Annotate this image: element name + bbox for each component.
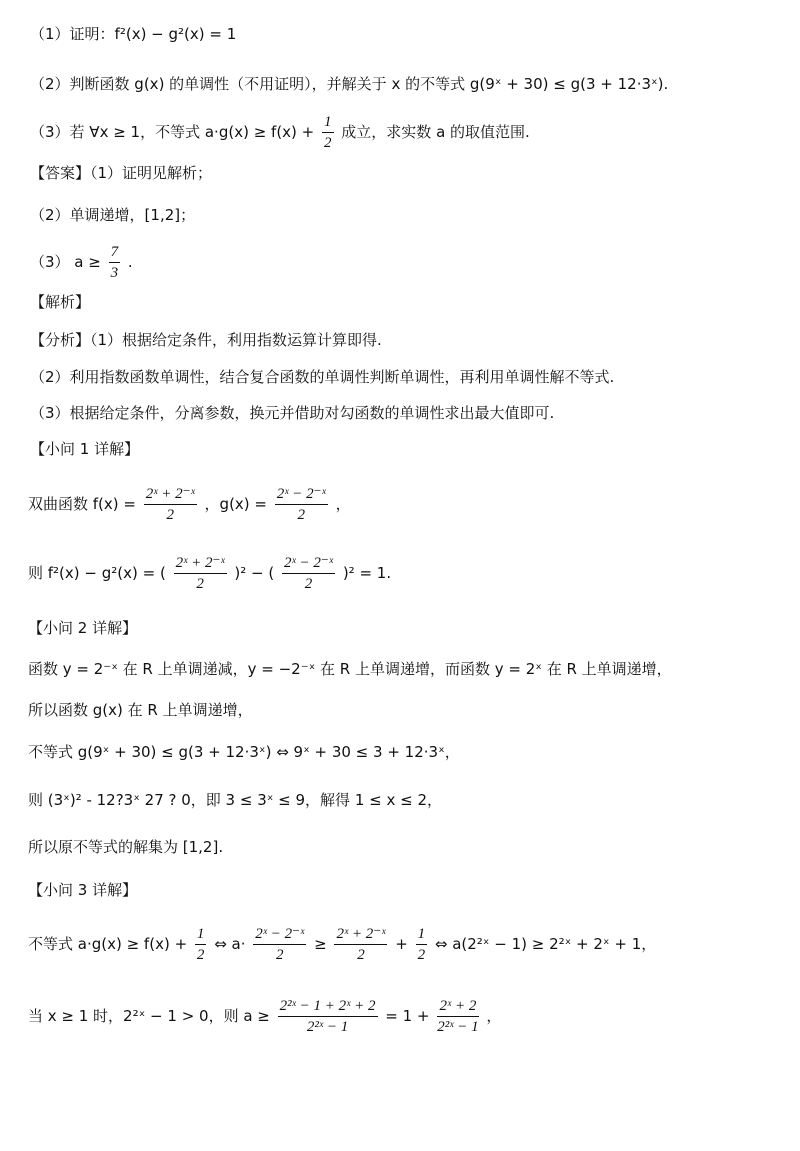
question-3: （3）若 ∀x ≥ 1，不等式 a·g(x) ≥ f(x) + $\frac{1}{2}$ 成立，求实数 a 的取值范围.	[30, 114, 530, 151]
fraction: $\frac{7}{3}$	[110, 244, 119, 281]
analysis-3: （3）根据给定条件，分离参数，换元并借助对勾函数的单调性求出最大值即可.	[30, 404, 555, 422]
analysis-2: （2）利用指数函数单调性，结合复合函数的单调性判断单调性，再利用单调性解不等式.	[30, 368, 615, 386]
question-1: （1）证明：f²(x) − g²(x) = 1	[30, 25, 237, 43]
answer-3: （3） a ≥ $\frac{7}{3}$ .	[30, 244, 133, 281]
analysis-heading: 【解析】	[30, 293, 91, 311]
analysis-1: 【分析】（1）根据给定条件，利用指数运算计算即得.	[30, 331, 382, 349]
separation-line: 不等式 a·g(x) ≥ f(x) + $\frac{1}{2}$ ⇔ a· $\frac{\text{2ˣ − 2⁻ˣ}}{2}$ ≥ $\frac{\text{2ˣ + 2⁻ˣ}}{2}$ + $\frac{1}{2}$ ⇔ a(2²ˣ − 1) ≥ 2²ˣ + 2ˣ + 1，	[28, 926, 657, 963]
monotonic-line-1: 函数 y = 2⁻ˣ 在 R 上单调递减，y = −2⁻ˣ 在 R 上单调递增，而函数 y = 2ˣ 在 R 上单调递增，	[28, 660, 672, 678]
solve-line: 则 (3ˣ)² - 12?3ˣ 27 ? 0，即 3 ≤ 3ˣ ≤ 9，解得 1 ≤ x ≤ 2，	[28, 791, 442, 809]
when-line: 当 x ≥ 1 时，2²ˣ − 1 > 0，则 a ≥ $\frac{\text{2²ˣ − 1 + 2ˣ + 2}}{\text{2²ˣ − 1}}$ = 1 + $\frac{\text{2ˣ + 2}}{\text{2²ˣ − 1}}$ ，	[28, 998, 502, 1035]
subquestion-1-heading: 【小问 1 详解】	[30, 440, 140, 458]
answer-2: （2）单调递增，[1,2]；	[30, 206, 196, 224]
hyperbolic-definition: 双曲函数 f(x) = $\frac{\text{2ˣ + 2⁻ˣ}}{2}$ ，g(x) = $\frac{\text{2ˣ − 2⁻ˣ}}{2}$ ，	[28, 486, 351, 523]
fraction: $\frac{\text{2ˣ − 2⁻ˣ}}{2}$	[276, 486, 326, 523]
fraction: $\frac{\text{2ˣ + 2⁻ˣ}}{2}$	[145, 486, 195, 523]
fraction: $\frac{\text{2²ˣ − 1 + 2ˣ + 2}}{\text{2²ˣ − 1}}$	[279, 998, 376, 1035]
answer-1: 【答案】（1）证明见解析；	[30, 164, 213, 182]
fraction: $\frac{1}{2}$	[196, 926, 205, 963]
subquestion-3-heading: 【小问 3 详解】	[28, 881, 138, 899]
fraction: $\frac{1}{2}$	[324, 114, 332, 151]
inequality-line: 不等式 g(9ˣ + 30) ≤ g(3 + 12·3ˣ) ⇔ 9ˣ + 30 ≤ 3 + 12·3ˣ，	[28, 743, 460, 761]
question-2: （2）判断函数 g(x) 的单调性（不用证明），并解关于 x 的不等式 g(9ˣ + 30) ≤ g(3 + 12·3ˣ).	[30, 75, 669, 93]
fraction: $\frac{\text{2ˣ + 2⁻ˣ}}{2}$	[175, 555, 225, 592]
fraction: $\frac{\text{2ˣ + 2⁻ˣ}}{2}$	[336, 926, 386, 963]
fraction: $\frac{1}{2}$	[417, 926, 426, 963]
monotonic-line-2: 所以函数 g(x) 在 R 上单调递增，	[28, 701, 253, 719]
subquestion-2-heading: 【小问 2 详解】	[28, 619, 138, 637]
fraction: $\frac{\text{2ˣ − 2⁻ˣ}}{2}$	[255, 926, 305, 963]
identity-proof: 则 f²(x) − g²(x) = ( $\frac{\text{2ˣ + 2⁻ˣ}}{2}$ )² − ( $\frac{\text{2ˣ − 2⁻ˣ}}{2}$ )² = 1.	[28, 555, 392, 592]
fraction: $\frac{\text{2ˣ − 2⁻ˣ}}{2}$	[284, 555, 334, 592]
solution-set-line: 所以原不等式的解集为 [1,2].	[28, 838, 224, 856]
fraction: $\frac{\text{2ˣ + 2}}{\text{2²ˣ − 1}}$	[437, 998, 479, 1035]
